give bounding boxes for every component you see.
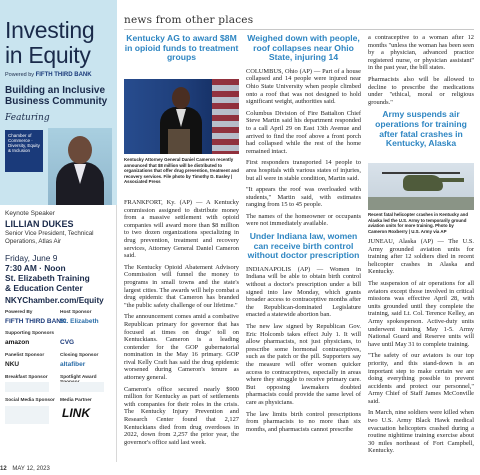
- paragraph: The announcement comes amid a combative Republican primary for governor that has focused at times on drugs' toll on Kentuckians. Cameron is a leading contender for the GOP gubernatorial nomination in the May 16 primary. GOP rival Kelly Craft has said the drug epidemic worsened during Cameron's tenure as attorney general.: [124, 313, 239, 382]
- sponsor-label-media: Media Partner: [60, 398, 92, 403]
- paragraph: a contraceptive to a woman after 12 months "unless the woman has been seen by a physician, advanced practice registered nurse, or physician assistant" in the past year, the bill states.: [368, 34, 474, 72]
- sponsor-label-spotlight: Spotlight Award: [60, 375, 97, 380]
- paragraph: The Kentucky Opioid Abatement Advisory Commission will funnel the money to programs in small towns and the state's largest cities. The awards will help combat a drug epidemic that Cameron has branded "the public safety challenge of our lifetime.": [124, 263, 239, 309]
- ad-featuring: Featuring: [5, 113, 50, 123]
- paragraph: "It appears the roof was overloaded with students," Martin said, with estimates ranging from 15 to 45 people.: [246, 186, 361, 209]
- ad-header: [0, 0, 117, 205]
- fifth-third-logo-2: FIFTH THIRD BANK: [5, 318, 66, 325]
- st-elizabeth-logo: St. Elizabeth: [60, 318, 99, 325]
- social-media-sponsor-logo: [5, 406, 49, 424]
- fifth-third-logo: FIFTH THIRD BANK: [35, 72, 92, 78]
- story-kentucky-opioid: [124, 34, 239, 68]
- story-kentucky-body: [124, 199, 239, 450]
- ad-powered-by: [5, 72, 92, 78]
- speaker-photo: [48, 128, 112, 205]
- headline-ohio-roof: Weighed down with people, roof collapses near Ohio State, injuring 14: [247, 33, 360, 63]
- sponsor-label-powered: Powered By: [5, 310, 33, 315]
- sponsor-label-breakfast: Breakfast Sponsor: [5, 375, 48, 380]
- nku-logo: NKU: [5, 361, 20, 368]
- paragraph: The suspension of air operations for all aviators except those involved in critical missions was effective April 28, with units grounded until they complete the training, said Lt. Col. Terence Kelley, an Army spokesperson. Active-duty units underwent training May 1-5. Army National Guard and Reserve units will have until May 31 to complete training.: [368, 279, 474, 348]
- paragraph: The new law signed by Republican Gov. Eric Holcomb takes effect July 1. It will allow pharmacists, not just physicians, to prescribe some hormonal contraceptives, such as the patch or the pill. Supporters say the measure will offer women quicker access to contraceptives, especially in areas where they struggle to receive primary care. But opposing lawmakers doubted pharmacists could provide the same level of care as physicians.: [246, 323, 361, 406]
- section-title: news from other places: [124, 14, 254, 26]
- sponsor-label-panelist: Panelist Sponsor: [5, 353, 45, 358]
- amazon-logo: amazon: [5, 339, 30, 346]
- paragraph: INDIANAPOLIS (AP) — Women in Indiana will be able to obtain birth control without a doctor's prescription under a bill signed into law Monday, which grants broader access to contraceptive months after the Republican-dominated Legislature enacted a statewide abortion ban.: [246, 265, 361, 319]
- ad-powered-label: Powered by: [5, 72, 35, 78]
- issue-date: MAY 12, 2023: [12, 466, 50, 472]
- paragraph: First responders transported 14 people to area hospitals with various states of injuries, but all were in stable condition, Martin said.: [246, 159, 361, 182]
- breakfast-sponsor-logo: [5, 382, 49, 392]
- ad-title-line1: Investing: [5, 17, 95, 43]
- paragraph: The names of the homeowner or occupants were not immediately available.: [246, 212, 361, 228]
- paragraph: Pharmacists also will be allowed to decline to prescribe the medications under "ethical, moral or religious grounds.": [368, 75, 474, 106]
- story-army-body: [368, 238, 474, 459]
- headline-army-suspends: Army suspends air operations for training after fatal crashes in Kentucky, Alaska: [375, 109, 467, 149]
- link-logo: LINK: [62, 406, 90, 420]
- paragraph: Cameron's office secured nearly $900 million for Kentucky as part of settlements with companies for their roles in the crisis. The Kentucky Injury Prevention and Research Center found that 2,127 Kentuckians died from drug overdoses in 2022, down from 2,257 the prior year, the governor's office said last week.: [124, 385, 239, 446]
- speaker-name: LILLIAN DUKES: [5, 219, 74, 229]
- headline-kentucky-opioid: Kentucky AG to award $8M in opioid funds to treatment groups: [124, 33, 239, 63]
- ad-title: [5, 18, 94, 68]
- altafiber-logo: altafiber: [60, 361, 86, 368]
- spotlight-sponsor-logo: [60, 382, 104, 392]
- event-url[interactable]: NKYChamber.com/Equity: [5, 296, 104, 305]
- sponsor-label-host: Host Sponsor: [60, 310, 92, 315]
- paragraph: In March, nine soldiers were killed when two U.S. Army Black Hawk medical evacuation helicopters crashed during a routine nighttime training exercise about 30 miles northeast of Fort Campbell, Kentucky.: [368, 409, 474, 455]
- paragraph: Columbus Division of Fire Battalion Chief Steve Martin said his department responded to a call April 29 on East 13th Avenue and arrived to find the roof above a front porch had collapsed while the rest of the home remained intact.: [246, 109, 361, 155]
- paragraph: JUNEAU, Alaska (AP) — The U.S. Army grounded aviation units for training after 12 soldiers died in recent helicopter crashes in Alaska and Kentucky.: [368, 238, 474, 276]
- cvg-logo: CVG: [60, 339, 75, 346]
- sponsor-label-supporting: Supporting Sponsors: [5, 331, 55, 336]
- page-number: 12: [0, 466, 7, 472]
- chamber-badge: Chamber of Commerce · Diversity, Equity & Inclusion: [5, 130, 43, 172]
- paragraph: COLUMBUS, Ohio (AP) — Part of a house collapsed and 14 people were injured near Ohio State University when people climbed onto a roof that was not designed to hold significant weight, authorities said.: [246, 67, 361, 106]
- page-footer: [0, 466, 50, 472]
- event-date: Friday, June 9: [5, 253, 58, 263]
- advertisement-panel: [0, 0, 117, 462]
- photo-daniel-cameron: [124, 79, 239, 154]
- caption-kentucky: Kentucky Attorney General Daniel Cameron recently announced that $8 million will be distributed to organizations that offer drug prevention, treatment and recovery services. File photo by Timothy D. Easley | Associated Press: [124, 157, 239, 184]
- sponsor-label-closing: Closing Sponsor: [60, 353, 99, 358]
- keynote-label: Keynote Speaker: [5, 210, 55, 217]
- event-venue-line2: & Education Center: [5, 283, 83, 293]
- paragraph: The law limits birth control prescriptions from pharmacists to no more than six months, and pharmacists cannot prescribe: [246, 410, 361, 433]
- caption-army: Recent fatal helicopter crashes in Kentucky and Alaska led the U.S. Army to temporarily ground aviation units for more training. Photo by Cameron Roxberry | U.S. Army via AP: [368, 212, 469, 234]
- sponsor-label-social: Social Media Sponsor: [5, 398, 55, 403]
- headline-indiana-birth-control: Under Indiana law, women can receive birth control without doctor prescription: [247, 231, 360, 261]
- paragraph: FRANKFORT, Ky. (AP) — A Kentucky commission assigned to distribute money from a massive settlement with opioid companies will award more than $8 million to two dozen organizations specializing in drug prevention, treatment and recovery services, Attorney General Daniel Cameron said.: [124, 199, 239, 260]
- paragraph: "The safety of our aviators is our top priority, and this stand-down is an important step to make certain we are doing everything possible to prevent accidents and protect our personnel," Army Chief of Staff James McConville said.: [368, 352, 474, 405]
- event-details: [5, 253, 115, 293]
- event-time: 7:30 AM · Noon: [5, 263, 66, 273]
- story-ohio-roof: [246, 34, 361, 437]
- ad-subtitle: Building an Inclusive Business Community: [5, 85, 108, 107]
- photo-army-helicopter: [368, 163, 474, 210]
- speaker-role: Senior Vice President, Technical Operations, Atlas Air: [5, 230, 94, 245]
- event-venue-line1: St. Elizabeth Training: [5, 273, 90, 283]
- story-indiana-continued: [368, 34, 474, 154]
- section-divider: [124, 29, 474, 30]
- ad-title-line2: in Equity: [5, 42, 91, 68]
